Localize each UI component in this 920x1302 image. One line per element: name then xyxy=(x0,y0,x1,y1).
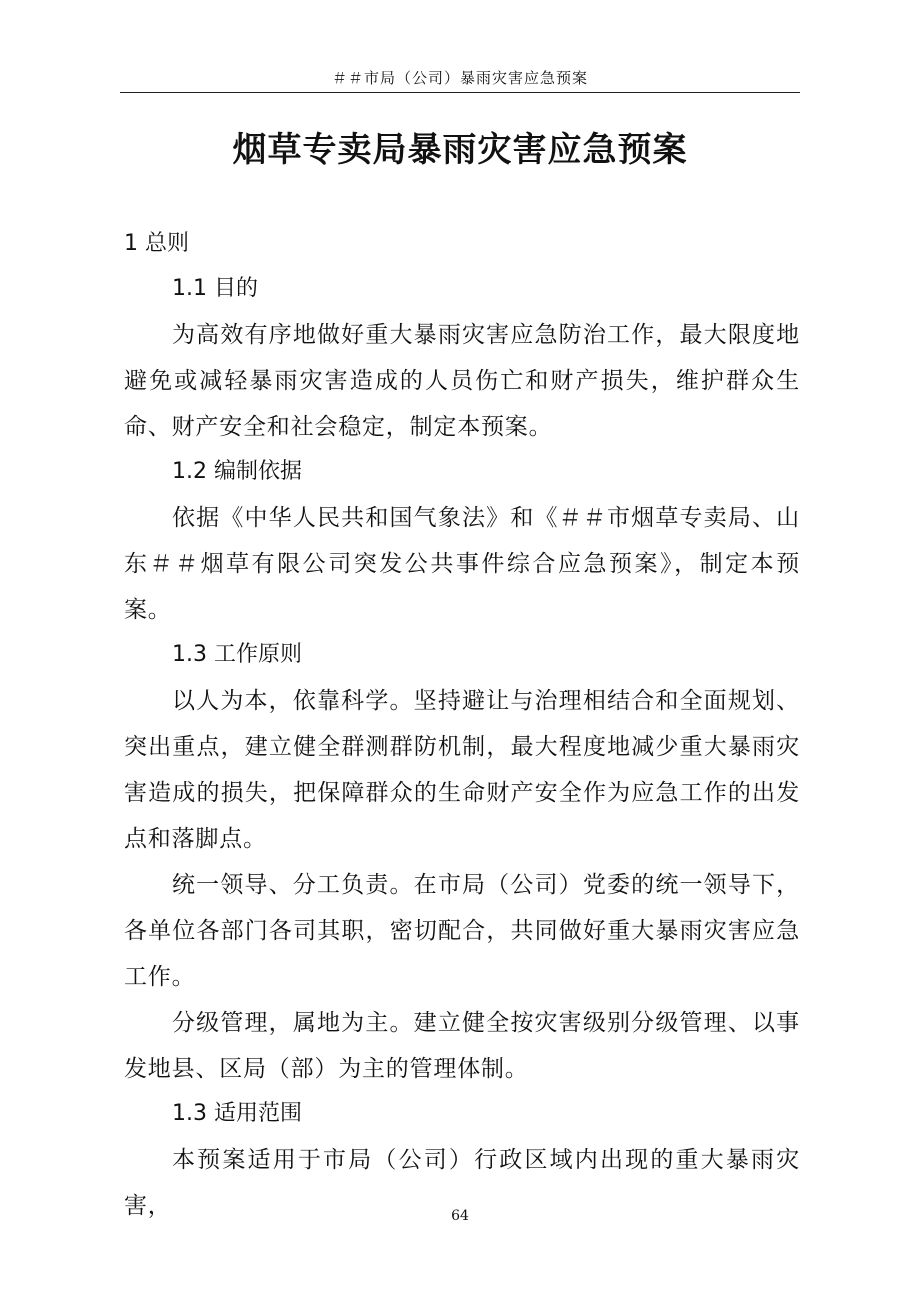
section-heading-general: 1 总则 xyxy=(124,231,189,256)
section-heading-scope: 1.3 适用范围 xyxy=(172,1101,302,1126)
paragraph-principle-management: 分级管理，属地为主。建立健全按灾害级别分级管理、以事发地县、区局（部）为主的管理体制。 xyxy=(124,1010,800,1082)
paragraph-scope: 本预案适用于市局（公司）行政区域内出现的重大暴雨灾害， xyxy=(124,1147,800,1219)
paragraph-basis: 依据《中华人民共和国气象法》和《＃＃市烟草专卖局、山东＃＃烟草有限公司突发公共事件综合应急预案》，制定本预案。 xyxy=(124,505,800,623)
page-number: 64 xyxy=(451,1208,469,1224)
section-heading-basis: 1.2 编制依据 xyxy=(172,459,302,484)
document-body xyxy=(124,222,800,1229)
header-text: ＃＃市局（公司）暴雨灾害应急预案 xyxy=(331,69,588,87)
paragraph-purpose: 为高效有序地做好重大暴雨灾害应急防治工作，最大限度地避免或减轻暴雨灾害造成的人员伤亡和财产损失，维护群众生命、财产安全和社会稳定，制定本预案。 xyxy=(124,322,800,440)
paragraph-principle-leadership: 统一领导、分工负责。在市局（公司）党委的统一领导下，各单位各部门各司其职，密切配合，共同做好重大暴雨灾害应急工作。 xyxy=(124,872,800,990)
section-heading-principles: 1.3 工作原则 xyxy=(172,642,302,667)
section-heading-purpose: 1.1 目的 xyxy=(172,276,258,301)
page-header xyxy=(120,58,800,93)
paragraph-principle-people: 以人为本，依靠科学。坚持避让与治理相结合和全面规划、突出重点，建立健全群测群防机制，最大程度地减少重大暴雨灾害造成的损失，把保障群众的生命财产安全作为应急工作的出发点和落脚点。 xyxy=(124,688,800,852)
document-title: 烟草专卖局暴雨灾害应急预案 xyxy=(232,130,688,170)
